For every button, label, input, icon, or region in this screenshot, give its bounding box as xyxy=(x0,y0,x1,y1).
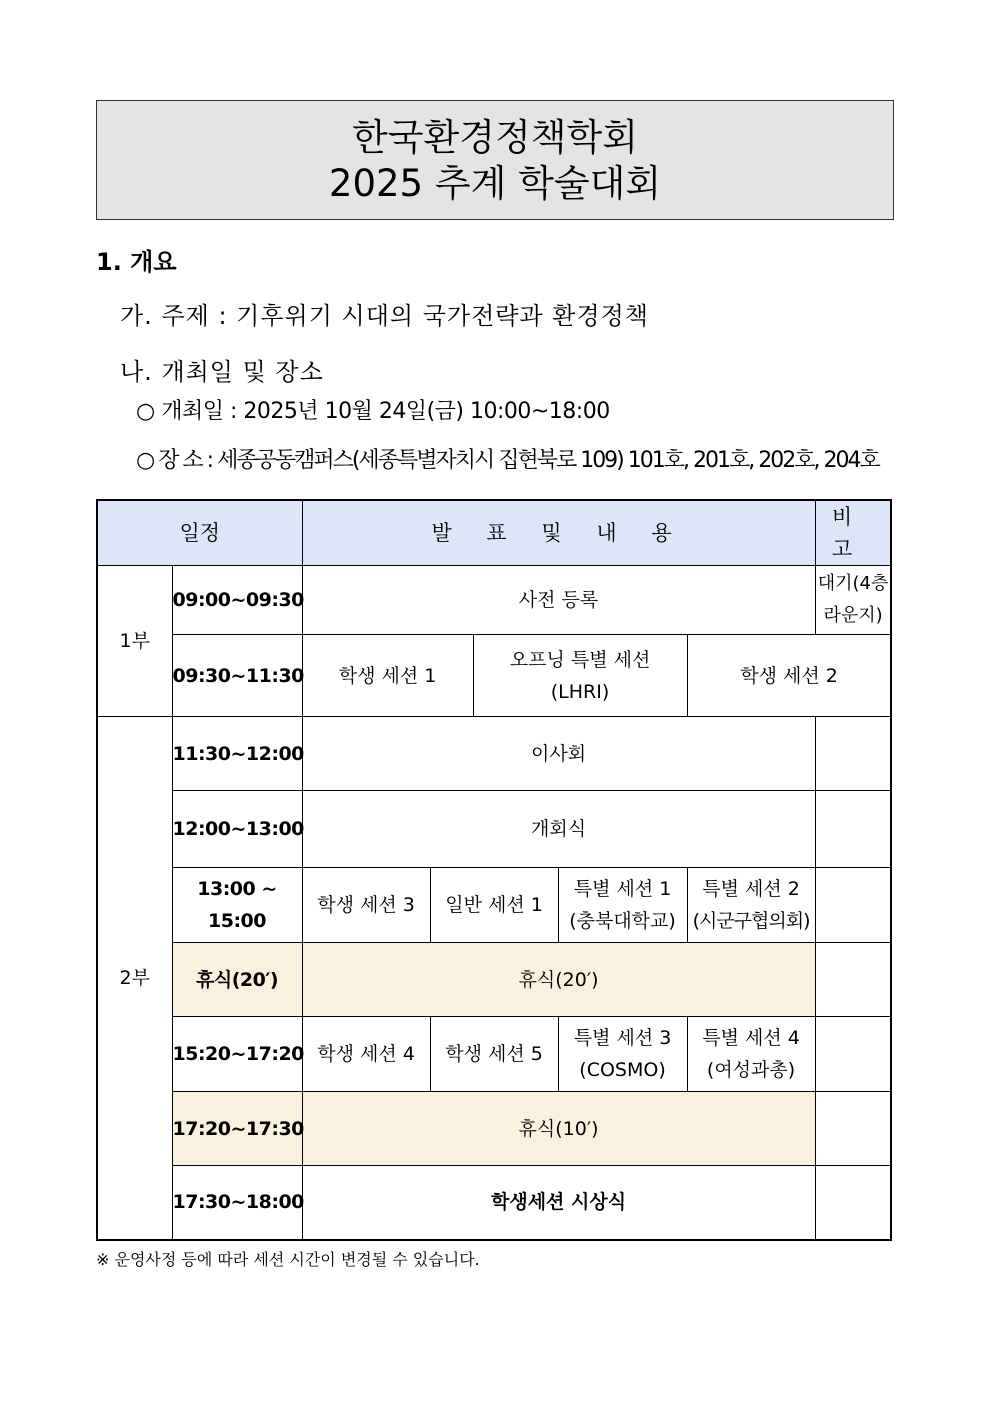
table-row xyxy=(97,635,891,717)
table-row xyxy=(97,868,891,943)
session-title: 오프닝 특별 세션 xyxy=(509,648,651,671)
content-cell: 사전 등록 xyxy=(302,566,815,635)
session-cell: 학생 세션 2 xyxy=(687,635,891,717)
topic-line: 가. 주제 : 기후위기 시대의 국가전략과 환경정책 xyxy=(120,302,649,330)
note-cell xyxy=(815,1017,891,1092)
content-cell: 휴식(20′) xyxy=(302,943,815,1017)
part-1-label: 1부 xyxy=(97,566,172,717)
note-cell xyxy=(815,1092,891,1166)
note-line: 대기(4층 xyxy=(817,573,889,594)
session-host: (LHRI) xyxy=(550,680,610,703)
table-row xyxy=(97,566,891,635)
note-cell xyxy=(815,566,891,635)
time-cell: 13:00 ~ 15:00 xyxy=(172,868,302,943)
header-content: 발 표 및 내 용 xyxy=(302,500,815,566)
part-2-label: 2부 xyxy=(97,717,172,1240)
note-line: 라운지) xyxy=(823,605,883,626)
table-row xyxy=(97,1092,891,1166)
time-cell: 12:00~13:00 xyxy=(172,791,302,868)
table-header-row xyxy=(97,500,891,566)
session-title: 특별 세션 4 xyxy=(702,1027,800,1049)
time-cell: 09:00~09:30 xyxy=(172,566,302,635)
section-heading-overview: 1. 개요 xyxy=(96,248,177,276)
note-cell xyxy=(815,868,891,943)
header-note: 비 고 xyxy=(815,500,891,566)
session-host: (시군구협의회) xyxy=(692,910,810,932)
time-cell: 17:20~17:30 xyxy=(172,1092,302,1166)
session-cell xyxy=(687,868,815,943)
session-cell xyxy=(687,1017,815,1092)
note-cell xyxy=(815,791,891,868)
time-cell: 11:30~12:00 xyxy=(172,717,302,791)
time-cell: 15:20~17:20 xyxy=(172,1017,302,1092)
title-line-1: 한국환경정책학회 xyxy=(352,116,638,159)
note-cell xyxy=(815,717,891,791)
title-box xyxy=(96,100,894,220)
session-cell: 학생 세션 3 xyxy=(302,868,430,943)
title-line-2: 2025 추계 학술대회 xyxy=(328,162,662,205)
table-row xyxy=(97,1017,891,1092)
session-title: 특별 세션 1 xyxy=(573,878,672,900)
session-host: (충북대학교) xyxy=(569,910,676,932)
time-cell: 휴식(20′) xyxy=(172,943,302,1017)
content-cell: 휴식(10′) xyxy=(302,1092,815,1166)
session-cell: 일반 세션 1 xyxy=(430,868,558,943)
session-cell xyxy=(558,1017,687,1092)
table-row xyxy=(97,791,891,868)
session-title: 특별 세션 3 xyxy=(573,1027,672,1049)
time-cell: 09:30~11:30 xyxy=(172,635,302,717)
schedule-table xyxy=(96,499,892,1241)
date-place-heading: 나. 개최일 및 장소 xyxy=(120,358,324,386)
session-host: (여성과총) xyxy=(706,1059,796,1081)
time-cell: 17:30~18:00 xyxy=(172,1166,302,1240)
session-title: 특별 세션 2 xyxy=(702,878,800,900)
session-cell: 학생 세션 4 xyxy=(302,1017,430,1092)
footnote: ※ 운영사정 등에 따라 세션 시간이 변경될 수 있습니다. xyxy=(96,1250,480,1269)
note-cell xyxy=(815,1166,891,1240)
session-host: (COSMO) xyxy=(579,1059,666,1081)
session-cell xyxy=(558,868,687,943)
session-cell xyxy=(473,635,687,717)
table-row xyxy=(97,717,891,791)
session-cell: 학생 세션 1 xyxy=(302,635,473,717)
table-row xyxy=(97,943,891,1017)
header-schedule: 일정 xyxy=(97,500,302,566)
place-line: ○ 장 소 : 세종공동캠퍼스(세종특별자치시 집현북로 109) 101호, 201호, 202호, 204호 xyxy=(136,448,879,473)
content-cell: 개회식 xyxy=(302,791,815,868)
note-cell xyxy=(815,943,891,1017)
content-cell: 학생세션 시상식 xyxy=(302,1166,815,1240)
date-line: ○ 개최일 : 2025년 10월 24일(금) 10:00~18:00 xyxy=(136,399,610,424)
content-cell: 이사회 xyxy=(302,717,815,791)
table-row xyxy=(97,1166,891,1240)
session-cell: 학생 세션 5 xyxy=(430,1017,558,1092)
